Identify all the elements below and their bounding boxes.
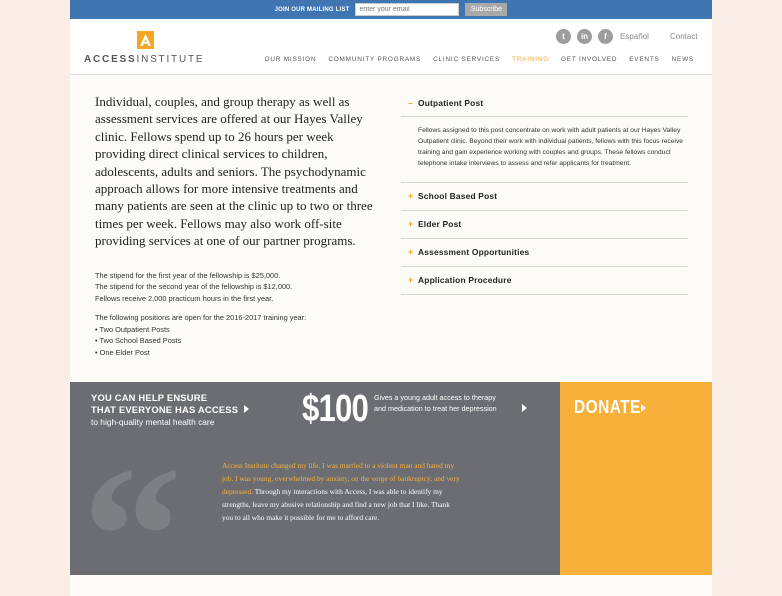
facebook-icon[interactable]: f bbox=[598, 29, 613, 44]
nav-training[interactable]: TRAINING bbox=[512, 56, 549, 63]
page bbox=[70, 0, 712, 596]
accordion-application-procedure[interactable] bbox=[401, 267, 688, 295]
nav-news[interactable]: NEWS bbox=[671, 56, 694, 63]
spanish-link[interactable]: Español bbox=[620, 32, 649, 41]
help-line-1: YOU CAN HELP ENSURE bbox=[91, 392, 208, 403]
logo-light-text: INSTITUTE bbox=[136, 54, 205, 65]
position-item: • Two Outpatient Posts bbox=[95, 324, 170, 334]
accordion-assessment-opportunities[interactable] bbox=[401, 239, 688, 267]
accordion-title: Assessment Opportunities bbox=[418, 247, 530, 258]
site-header bbox=[70, 19, 712, 75]
expand-icon: + bbox=[408, 191, 414, 202]
main-nav bbox=[265, 56, 694, 63]
nav-get-involved[interactable]: GET INVOLVED bbox=[561, 56, 618, 63]
nav-our-mission[interactable]: OUR MISSION bbox=[264, 56, 317, 63]
accordion-body: Fellows assigned to this post concentrate on work with adult patients at our Hayes Valley Outpatient clinic. Beyond their work with individual patients, fellows with this focus receive training and gain experience working with couples and groups. These fellows conduct telephone intake interviews to assess and refer applicants for treatment. bbox=[401, 117, 688, 183]
expand-icon: + bbox=[408, 247, 414, 258]
arrow-right-icon bbox=[641, 404, 646, 412]
help-line-2: THAT EVERYONE HAS ACCESS bbox=[91, 404, 239, 415]
amount-description-2: and medication to treat her depression bbox=[374, 404, 497, 413]
help-line-3: to high-quality mental health care bbox=[91, 417, 215, 427]
social-links bbox=[556, 29, 613, 44]
testimonial-rest: Through my interactions with Access, I was able to identify my strengths, leave my abusive relationship and find a new job that I like. Thank you to all who make it possible for me to afford care. bbox=[222, 487, 450, 523]
accordion-outpatient-post[interactable] bbox=[401, 89, 688, 117]
expand-icon: + bbox=[408, 219, 414, 230]
nav-events[interactable]: EVENTS bbox=[629, 56, 660, 63]
donate-label: DONATE bbox=[574, 397, 641, 417]
accordion-elder-post[interactable] bbox=[401, 211, 688, 239]
stipend-first-year: The stipend for the first year of the fellowship is $25,000. bbox=[95, 270, 281, 280]
arrow-right-icon bbox=[244, 405, 249, 413]
training-intro bbox=[95, 93, 380, 358]
donate-button[interactable] bbox=[560, 382, 712, 575]
email-input[interactable] bbox=[355, 3, 459, 16]
logo-wordmark[interactable] bbox=[84, 54, 204, 65]
donation-banner bbox=[70, 382, 712, 596]
testimonial-quote bbox=[222, 459, 462, 524]
amount-description-1: Gives a young adult access to therapy bbox=[374, 393, 496, 402]
mailing-list-bar bbox=[70, 0, 712, 19]
position-item: • Two School Based Posts bbox=[95, 336, 182, 346]
accordion-school-based-post[interactable] bbox=[401, 183, 688, 211]
mailing-list-label: JOIN OUR MAILING LIST bbox=[274, 6, 350, 13]
donation-info-panel bbox=[70, 382, 560, 596]
accordion-title: Elder Post bbox=[418, 219, 462, 230]
arrow-right-icon bbox=[522, 404, 527, 412]
collapse-icon: – bbox=[408, 97, 414, 108]
positions-accordion bbox=[401, 89, 688, 295]
logo-bold-text: ACCESS bbox=[84, 54, 137, 65]
nav-community-programs[interactable]: COMMUNITY PROGRAMS bbox=[328, 56, 422, 63]
contact-link[interactable]: Contact bbox=[670, 32, 698, 41]
accordion-title: Outpatient Post bbox=[418, 97, 484, 108]
nav-clinic-services[interactable]: CLINIC SERVICES bbox=[433, 56, 501, 63]
logo-icon[interactable] bbox=[137, 31, 154, 49]
accordion-title: Application Procedure bbox=[418, 275, 512, 286]
expand-icon: + bbox=[408, 275, 414, 286]
accordion-title: School Based Post bbox=[418, 191, 498, 202]
positions-intro: The following positions are open for the 2016-2017 training year: bbox=[95, 313, 307, 323]
position-item: • One Elder Post bbox=[95, 347, 150, 357]
quote-mark-icon: “ bbox=[82, 426, 182, 596]
intro-lead: Individual, couples, and group therapy as well as assessment services are offered at our Hayes Valley clinic. Fellows spend up to 26 hours per week providing direct clinical services to children, adolescents, adults and seniors. The psychodynamic approach allows for more intensive treatments and many patients are seen at the clinic up to two or three times per week. Fellows may also work off-site providing services at one of our partner programs. bbox=[95, 94, 373, 249]
linkedin-icon[interactable]: in bbox=[577, 29, 592, 44]
twitter-icon[interactable]: t bbox=[556, 29, 571, 44]
donation-amount: $100 bbox=[302, 388, 369, 430]
practicum-hours: Fellows receive 2,000 practicum hours in the first year. bbox=[95, 293, 274, 303]
stipend-second-year: The stipend for the second year of the fellowship is $12,000. bbox=[95, 282, 293, 292]
subscribe-button[interactable]: Subscribe bbox=[465, 3, 507, 16]
testimonial-highlight: Access Institute changed my life. I was married to a violent man and hated my job. I was young, overwhelmed by anxiety, on the verge of bankruptcy, and very depressed. bbox=[222, 461, 460, 497]
